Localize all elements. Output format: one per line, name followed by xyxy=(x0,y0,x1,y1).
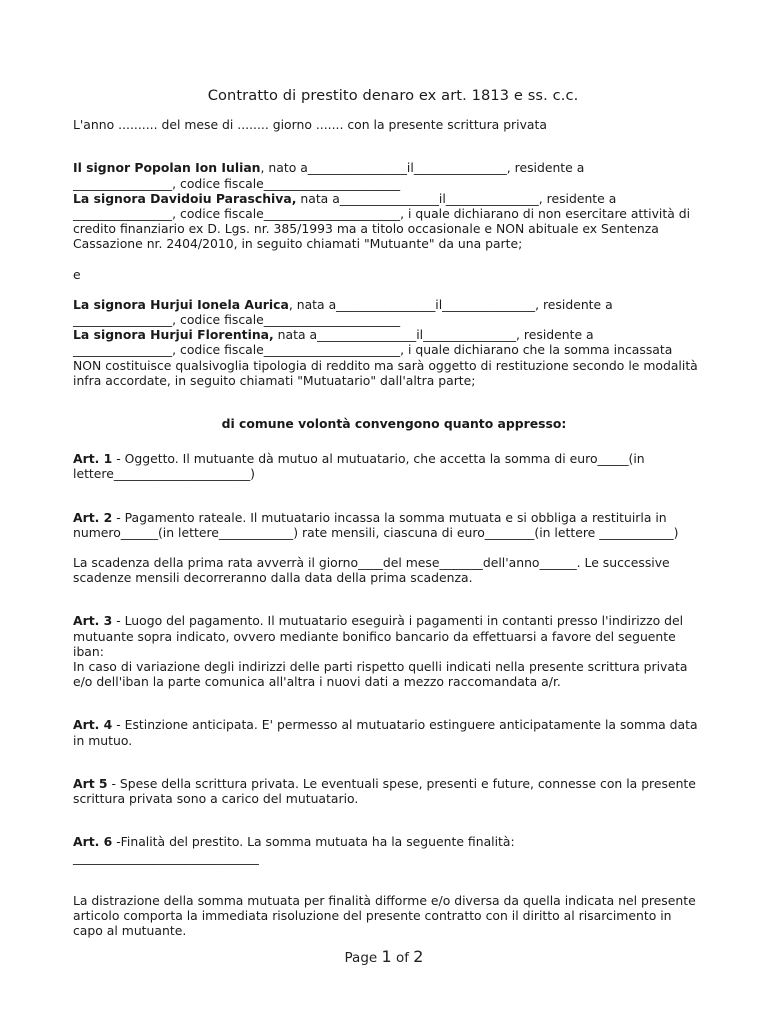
article-label: Art. 3 xyxy=(73,613,113,629)
document-title: Contratto di prestito denaro ex art. 1813 e ss. c.c. xyxy=(207,87,579,104)
party-details: nata a________________il_______________, residente a xyxy=(296,190,617,206)
party-name: Il signor Popolan Ion Iulian xyxy=(73,160,261,176)
spacer xyxy=(73,748,703,776)
spacer xyxy=(73,482,703,510)
spacer xyxy=(73,132,703,160)
article-text: -Finalità del prestito. La somma mutuata ha la seguente finalità: ______________________________ xyxy=(73,834,515,865)
article-1 xyxy=(73,451,703,481)
spacer xyxy=(73,865,703,893)
party-details: , nato a________________il_______________, residente a xyxy=(260,160,585,176)
article-text: - Oggetto. Il mutuante dà mutuo al mutuatario, che accetta la somma di euro_____(in lettere______________________) xyxy=(73,451,649,482)
party-name: La signora Hurjui Florentina, xyxy=(73,327,274,343)
article-6 xyxy=(73,834,703,864)
document-body xyxy=(73,88,703,938)
article-label: Art. 2 xyxy=(73,509,113,525)
article-6-extra: La distrazione della somma mutuata per finalità difforme e/o diversa da quella indicata nel presente articolo comporta la immediata risoluzione del presente contratto con il diritto al risarcimento in capo al mutuante. xyxy=(73,892,700,939)
party-block-1-line2: ________________, codice fiscale______________________ xyxy=(73,175,401,191)
current-page-number: 1 xyxy=(381,947,392,966)
spacer xyxy=(73,585,703,613)
party-block-2-line2: ________________, codice fiscale______________________, i quale dichiarano di non esercitare attività di credito finanziario ex D. Lgs. nr. 385/1993 ma a titolo occasionale e NON abituale ex Sentenza Cassazione nr. 2404/2010, in seguito chiamati "Mutuante" da una parte; xyxy=(73,206,695,252)
agreement-heading: di comune volontà convengono quanto appresso: xyxy=(221,416,567,432)
spacer xyxy=(73,806,703,834)
intro-line: L'anno .......... del mese di ........ giorno ....... con la presente scrittura privata xyxy=(73,117,547,133)
spacer xyxy=(73,689,703,717)
party-name: La signora Davidoiu Paraschiva, xyxy=(73,190,297,206)
spacer xyxy=(73,540,703,555)
article-text: - Pagamento rateale. Il mutuatario incassa la somma mutuata e si obbliga a restituirla in numero______(in lettere____________) rate mensili, ciascuna di euro________(in lettere ____________) xyxy=(73,509,679,540)
article-4 xyxy=(73,717,703,747)
spacer xyxy=(73,388,703,416)
of-word: of xyxy=(395,950,409,966)
page-footer xyxy=(0,947,768,966)
spacer xyxy=(73,282,703,297)
article-2-extra: La scadenza della prima rata avverrà il giorno____del mese_______dell'anno______. Le successive scadenze mensili decorreranno dalla data della prima scadenza. xyxy=(73,555,674,586)
party-block-1 xyxy=(73,160,703,175)
party-details: nata a________________il_______________, residente a xyxy=(273,327,594,343)
total-page-count: 2 xyxy=(413,947,424,966)
article-3 xyxy=(73,613,703,689)
party-block-3 xyxy=(73,297,703,312)
article-label: Art 5 xyxy=(73,775,108,791)
page-word: Page xyxy=(344,950,378,966)
party-block-4 xyxy=(73,327,703,342)
article-2 xyxy=(73,510,703,540)
conjunction: e xyxy=(73,266,81,282)
article-text: - Luogo del pagamento. Il mutuatario eseguirà i pagamenti in contanti presso l'indirizzo del mutuante sopra indicato, ovvero mediante bonifico bancario da effettuarsi a favore del seguente iban: In caso di variazione degli indirizzi delle parti rispetto quelli indicati nella presente scrittura privata e/o dell'iban la parte comunica all'altra i nuovi dati a mezzo raccomandata a/r. xyxy=(73,613,688,690)
article-text: - Estinzione anticipata. E' permesso al mutuatario estinguere anticipatamente la somma data in mutuo. xyxy=(73,717,702,748)
party-block-4-line2: ________________, codice fiscale______________________, i quale dichiarano che la somma incassata NON costituisce qualsivoglia tipologia di reddito ma sarà oggetto di restituzione secondo le modalità infra accordate, in seguito chiamati "Mutuatario" dall'altra parte; xyxy=(73,342,702,388)
party-block-3-line2: ________________, codice fiscale______________________ xyxy=(73,312,401,328)
article-label: Art. 1 xyxy=(73,451,113,467)
article-text: - Spese della scrittura privata. Le eventuali spese, presenti e future, connesse con la presente scrittura privata sono a carico del mutuatario. xyxy=(73,775,700,807)
article-label: Art. 4 xyxy=(73,717,113,733)
article-label: Art. 6 xyxy=(73,834,113,850)
spacer xyxy=(73,431,703,451)
party-block-2 xyxy=(73,191,703,206)
party-details: , nata a________________il_______________, residente a xyxy=(288,296,613,312)
spacer xyxy=(73,252,703,267)
article-5 xyxy=(73,776,703,806)
party-name: La signora Hurjui Ionela Aurica xyxy=(73,296,289,312)
